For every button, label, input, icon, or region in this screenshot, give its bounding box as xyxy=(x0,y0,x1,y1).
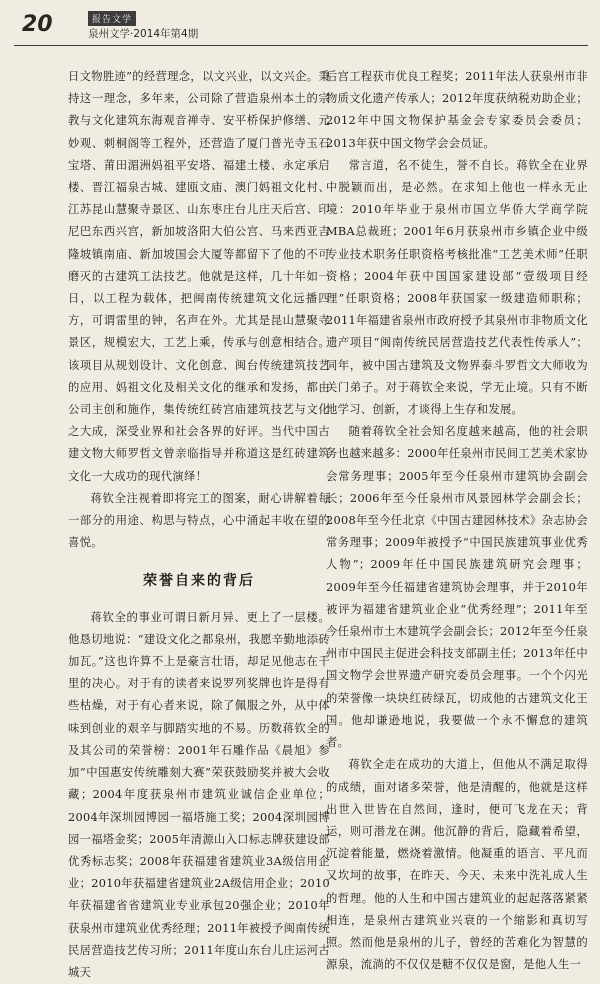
issue-line: 泉州文学·2014年第4期 xyxy=(88,28,199,40)
page-number: 20 xyxy=(22,12,53,37)
page-header xyxy=(0,0,600,46)
paragraph: 蒋钦全走在成功的大道上，但他从不满足取得的成绩，面对诸多荣誉，他是清醒的，他就是这样出世入世皆在自然间，逢时，便可飞龙在天；背运，则可潜龙在渊。他沉静的背后，隐藏着希望，沉淀着能量，燃烧着激情。他凝重的语言、平凡而又坎坷的故事，在昨天、今天、未来中洗礼成人生的哲理。他的人生和中国古建筑业的起起落落紧紧相连，是泉州古建筑业兴衰的一个缩影和真切写照。然而他是泉州的儿子，曾经的苦难化为智慧的源泉，流淌的不仅仅是糖不仅仅是窗，是他人生一 xyxy=(326,758,588,972)
paragraph: 蒋钦全的事业可谓日新月异、更上了一层楼。他恳切地说：“建设文化之都泉州，我愿辛勤地添砖加瓦。”这也许算不上是豪言壮语，却足见他志在千里的决心。对于有的读者来说罗列奖牌也许是得有些枯燥，对于有心者来说，除了佩服之外，从中体味到创业的艰辛与脚踏实地的不易。历数蒋钦全的及其公司的荣誉榜：2001年石雕作品《晨旭》参加“中国惠安传统雕刻大赛”荣获鼓励奖并被大会收藏；2004年度获泉州市建筑业诚信企业单位；2004年深圳园博园一福塔施工奖；2004深圳园博园一福塔金奖；2005年清源山入口标志牌获建设部优秀标志奖；2008年获福建省建筑业3A级信用企业；2010年获福建省建筑业2A级信用企业；2010年获福建省省建筑业专业承包20强企业；2010年获泉州市建筑业优秀经理；2011年被授予闽南传统民居营造技艺传习所；2011年度山东台儿庄运河古城天 xyxy=(68,610,330,979)
magazine-badge: 报告文学 xyxy=(88,11,136,26)
right-column xyxy=(326,66,588,976)
paragraph: 蒋钦全注视着即将完工的图案，耐心讲解着每一部分的用途、构思与特点，心中涌起丰收在望的喜悦。 xyxy=(68,491,330,550)
section-title: 荣誉自来的背后 xyxy=(143,573,255,590)
paragraph: 常言道，名不徒生，誉不自长。蒋钦全在业界中脱颖而出，是必然。在求知上他也一样永无止境：2010年毕业于泉州市国立华侨大学商学院MBA总裁班；2001年6月获泉州市乡镇企业中级专业技术职务任职资格考核批准“工艺美术师”任职资格；2004年获中国国家建设部“壹级项目经理”任职资格；2008年获国家一级建造师职称；2011年福建省泉州市政府授予其泉州市非物质文化遗产项目“闽南传统民居营造技艺代表性传承人”；同年，被中国古建筑及文物界泰斗罗哲文大师收为关门弟子。对于蒋钦全来说，学无止境。只有不断地学习、创新，才谈得上生存和发展。 xyxy=(326,158,588,417)
paragraph: 后宫工程获市优良工程奖；2011年法人获泉州市非物质文化遗产传承人；2012年度获纳税劝助企业；2012年中国文物保护基金会专家委员会委员；2013年获中国文物学会会员证。 xyxy=(326,70,588,150)
header-rule xyxy=(14,45,588,46)
left-column xyxy=(68,66,330,984)
paragraph: 日文物胜迹”的经营理念，以文兴业，以文兴企。秉持这一理念，多年来，公司除了营造泉州本土的宗教与文化建筑东海观音禅寺、安平桥保护修缮、元妙观、刺桐阁等工程外，还营造了厦门普光寺玉石宝塔、莆田湄洲妈祖平安塔、福建土楼、永定承启楼、晋江福泉古城、建瓯文庙、澳门妈祖文化村、江苏昆山慧聚寺景区、山东枣庄台儿庄天后宫、印尼巴东西兴宫，新加坡洛阳大伯公宫、马来西亚吉隆坡镇南庙、新加坡国会大厦等都留下了他的不可磨灭的古建筑工法技艺。他就是这样，几十年如一日，以工程为载体，把闽南传统建筑文化远播四方，可谓雷里的钟，名声在外。尤其是昆山慧聚寺景区，规模宏大，工艺上乘，传承与创意相结合。该项目从规划设计、文化创意、闽台传统建筑技艺的应用、妈祖文化及相关文化的继承和发扬，都由公司主创和施作，集传统红砖宫庙建筑技艺与文化之大成，深受业界和社会各界的好评。当代中国古建文物大师罗哲文曾亲临指导并称道这是红砖建筑文化一大成功的现代演绎！ xyxy=(68,70,330,483)
paragraph: 随着蒋钦全社会知名度越来越高，他的社会职务也越来越多：2000年任泉州市民间工艺美术家协会常务理事；2005年至今任泉州市建筑协会副会长；2006年至今任泉州市风景园林学会副会长；2008年至今任北京《中国古建园林技术》杂志协会常务理事；2009年被授予“中国民族建筑事业优秀人物”；2009年任中国民族建筑研究会理事；2009年至今任福建省建筑协会理事，并于2010年被评为福建省建筑业企业“优秀经理”；2011年至今任泉州市土木建筑学会副会长；2012年至今任泉州市中国民主促进会科技支部副主任；2013年任中国文物学会世界遗产研究委员会理事。一个个闪光的荣誉像一块块红砖绿瓦，切成他的古建筑文化王国。他却谦逊地说，我要做一个永不懈怠的建筑者。 xyxy=(326,425,588,750)
